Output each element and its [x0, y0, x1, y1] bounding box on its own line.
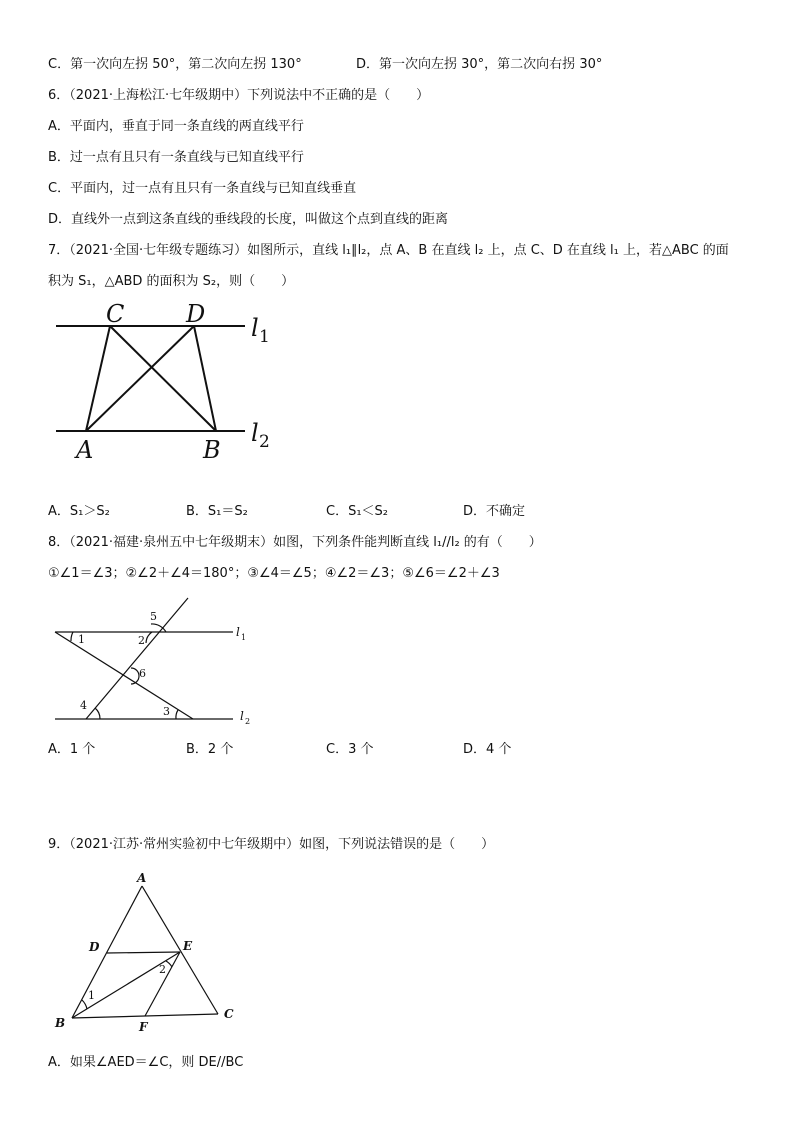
q9-segment-de	[107, 952, 180, 953]
q7-label-l2-sub: 2	[259, 432, 270, 452]
q7-stem-line2: 积为 S₁，△ABD 的面积为 S₂，则（ ）	[48, 274, 295, 289]
q8-label-l2: l	[240, 709, 244, 723]
q7-label-d: D	[186, 300, 206, 328]
q9-arc-1	[82, 1000, 87, 1009]
q9-label-d: D	[89, 940, 100, 954]
q9-label-a: A	[137, 871, 147, 885]
q8-label-l1-sub: 1	[241, 633, 247, 642]
q7-option-a: A．S₁＞S₂	[48, 504, 110, 519]
q7-label-c: C	[106, 300, 125, 328]
q9-side-ab	[72, 886, 142, 1018]
q9-option-a: A．如果∠AED＝∠C，则 DE//BC	[48, 1055, 244, 1070]
q9-segment-ef	[145, 952, 180, 1016]
q7-option-d: D．不确定	[463, 504, 526, 519]
q9-label-f: F	[139, 1020, 148, 1034]
q8-angle-label-5: 5	[150, 610, 157, 623]
q7-label-a: A	[76, 436, 94, 464]
q6-option-a: A．平面内，垂直于同一条直线的两直线平行	[48, 119, 304, 134]
q6-stem: 6．（2021·上海松江·七年级期中）下列说法中不正确的是（ ）	[48, 88, 430, 103]
q8-angle-label-6: 6	[139, 667, 146, 680]
q8-option-b: B．2 个	[186, 742, 234, 757]
q8-conditions: ①∠1＝∠3；②∠2＋∠4＝180°；③∠4＝∠5；④∠2＝∠3；⑤∠6＝∠2＋∠3	[48, 566, 500, 581]
q5-option-c: C．第一次向左拐 50°，第二次向左拐 130°	[48, 57, 302, 72]
q9-angle-label-1: 1	[88, 989, 95, 1002]
q8-option-c: C．3 个	[326, 742, 374, 757]
q9-label-e: E	[183, 939, 193, 953]
q6-option-b: B．过一点有且只有一条直线与已知直线平行	[48, 150, 304, 165]
q7-label-l2: l	[251, 419, 259, 447]
q8-angle-label-3: 3	[163, 705, 170, 718]
q7-label-l1-sub: 1	[259, 327, 270, 347]
q6-option-d: D．直线外一点到这条直线的垂线段的长度，叫做这个点到直线的距离	[48, 212, 449, 227]
q9-segment-be	[72, 952, 180, 1018]
q7-option-c: C．S₁＜S₂	[326, 504, 389, 519]
q9-side-ac	[142, 886, 218, 1014]
q6-option-c: C．平面内，过一点有且只有一条直线与已知直线垂直	[48, 181, 357, 196]
q8-angle-label-1: 1	[78, 633, 85, 646]
q8-angle-label-2: 2	[138, 634, 145, 647]
q9-label-c: C	[224, 1007, 234, 1021]
q7-option-b: B．S₁＝S₂	[186, 504, 248, 519]
q5-option-d: D．第一次向左拐 30°，第二次向右拐 30°	[356, 57, 603, 72]
q9-arc-2	[166, 961, 172, 967]
q8-option-a: A．1 个	[48, 742, 96, 757]
q7-stem-line1: 7．（2021·全国·七年级专题练习）如图所示，直线 l₁∥l₂，点 A、B 在直线 l₂ 上，点 C、D 在直线 l₁ 上，若△ABC 的面	[48, 243, 729, 258]
q8-angle-label-4: 4	[80, 699, 87, 712]
q8-label-l2-sub: 2	[245, 717, 251, 726]
q7-label-b: B	[203, 436, 221, 464]
q8-stem: 8．（2021·福建·泉州五中七年级期末）如图，下列条件能判断直线 l₁//l₂ 的有（ ）	[48, 535, 542, 550]
q8-label-l1: l	[236, 625, 240, 639]
q8-option-d: D．4 个	[463, 742, 512, 757]
q9-stem: 9．（2021·江苏·常州实验初中七年级期中）如图，下列说法错误的是（ ）	[48, 837, 495, 852]
q9-label-b: B	[55, 1016, 66, 1030]
q9-angle-label-2: 2	[159, 963, 166, 976]
q7-label-l1: l	[251, 314, 259, 342]
